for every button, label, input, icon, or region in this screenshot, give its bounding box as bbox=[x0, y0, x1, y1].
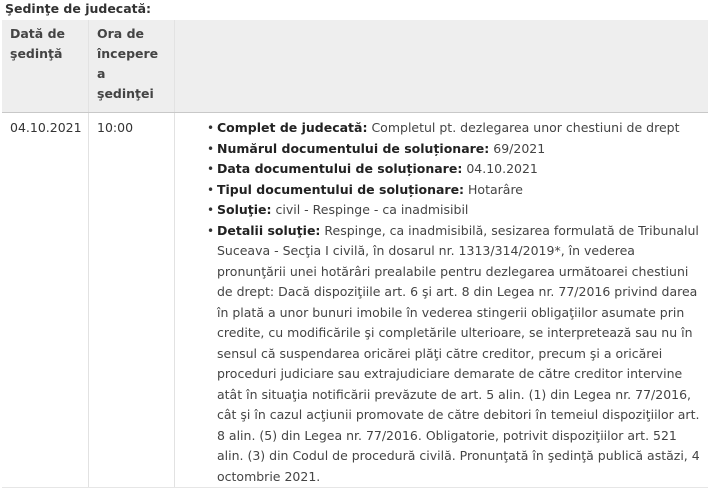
bullet-icon: • bbox=[207, 141, 215, 156]
column-header-time: Ora de începere a şedinţei bbox=[89, 20, 175, 113]
detail-label: Soluţie: bbox=[217, 202, 272, 217]
bullet-icon: • bbox=[207, 121, 215, 135]
bullet-icon: • bbox=[207, 223, 215, 238]
detail-item-document-type bbox=[207, 180, 700, 201]
details-list bbox=[183, 118, 700, 487]
detail-value: Respinge, ca inadmisibilă, sesizarea formulată de Tribunalul Suceava - Secţia I civilă, în dosarul nr. 1313/314/2019*, în vederea pronunţării unei hotărâri prealabile pentru dezlegarea următoarei chestiuni de drept: Dacă dispoziţiile art. 6 şi art. 8 din Legea nr. 77/2016 privind darea în plată a unor bunuri imobile în vederea stingerii obligaţiilor asumate prin credite, cu modificările şi completările ulterioare, se interpretează sau nu în sensul că suspendarea oricărei plăţi către creditor, precum şi a oricărei proceduri judiciare sau extrajudiciare demarate de către creditor intervine atât în situaţia notificării prevăzute de art. 5 alin. (1) din Legea nr. 77/2016, cât şi în cazul acţiunii promovate de către debitori în temeiul dispoziţiilor art. 8 alin. (5) din Legea nr. 77/2016. Obligatorie, potrivit dispoziţiilor art. 521 alin. (3) din Codul de procedură civilă. Pronunţată în şedinţă publică astăzi, 4 octombrie 2021. bbox=[217, 222, 700, 484]
session-time: 10:00 bbox=[89, 113, 175, 488]
detail-item-panel bbox=[207, 118, 700, 139]
detail-item-solution-details bbox=[207, 221, 700, 488]
detail-item-solution bbox=[207, 200, 700, 221]
session-details bbox=[175, 113, 709, 488]
detail-item-document-date bbox=[207, 159, 700, 180]
detail-label: Numărul documentului de soluționare: bbox=[217, 140, 490, 156]
table-header-row bbox=[2, 20, 708, 113]
bullet-icon: • bbox=[207, 203, 215, 217]
detail-item-document-number bbox=[207, 139, 700, 160]
detail-value: Hotarâre bbox=[468, 181, 523, 197]
detail-value: Completul pt. dezlegarea unor chestiuni de drept bbox=[371, 120, 680, 135]
detail-label: Complet de judecată: bbox=[217, 120, 368, 135]
sessions-table bbox=[2, 20, 708, 488]
detail-label: Data documentului de soluționare: bbox=[217, 161, 463, 176]
session-date: 04.10.2021 bbox=[2, 113, 89, 488]
column-header-details bbox=[175, 20, 709, 113]
table-row bbox=[2, 113, 708, 488]
detail-value: 04.10.2021 bbox=[466, 161, 538, 176]
column-header-date: Dată de şedinţă bbox=[2, 20, 89, 113]
bullet-icon: • bbox=[207, 162, 215, 176]
detail-label: Tipul documentului de soluționare: bbox=[217, 181, 465, 197]
detail-label: Detalii soluţie: bbox=[217, 222, 321, 238]
detail-value: 69/2021 bbox=[493, 140, 546, 156]
section-title: Şedinţe de judecată: bbox=[5, 1, 152, 16]
detail-value: civil - Respinge - ca inadmisibil bbox=[275, 202, 469, 217]
bullet-icon: • bbox=[207, 182, 215, 197]
